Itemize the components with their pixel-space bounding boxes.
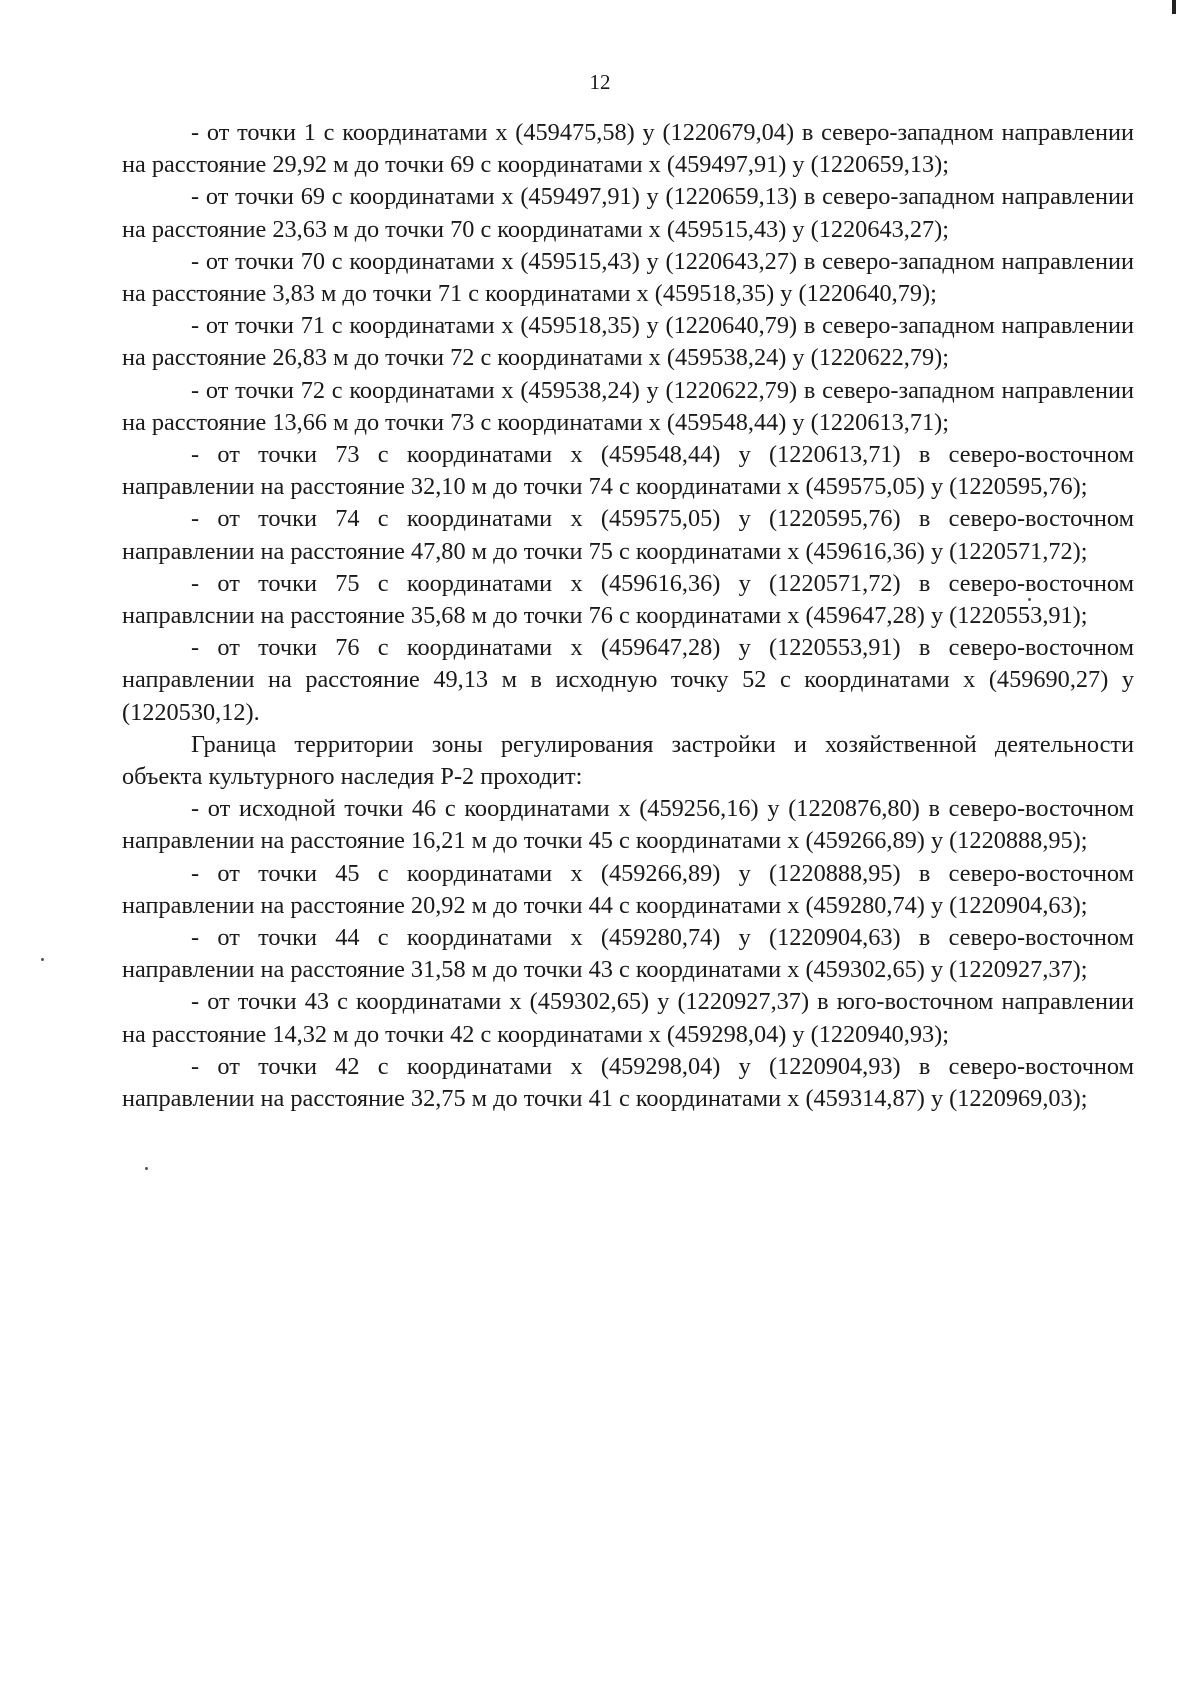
boundary-segment-paragraph: - от точки 1 с координатами х (459475,58) у (1220679,04) в северо-западном направлении на расстояние 29,92 м до точки 69 с координатами х (459497,91) у (1220659,13); <box>122 119 1134 179</box>
boundary-segment-paragraph: - от точки 43 с координатами х (459302,65) у (1220927,37) в юго-восточном направлении на расстояние 14,32 м до точки 42 с координатами х (459298,04) у (1220940,93); <box>122 988 1134 1048</box>
zone-boundary-heading-paragraph: Граница территории зоны регулирования застройки и хозяйственной деятельности объекта культурного наследия Р-2 проходит: <box>122 730 1134 791</box>
boundary-segment-paragraph: - от точки 72 с координатами х (459538,24) у (1220622,79) в северо-западном направлении на расстояние 13,66 м до точки 73 с координатами х (459548,44) у (1220613,71); <box>122 376 1134 436</box>
boundary-segment-paragraph: - от точки 45 с координатами х (459266,89) у (1220888,95) в северо-восточном направлении на расстояние 20,92 м до точки 44 с координатами х (459280,74) у (1220904,63); <box>122 859 1134 919</box>
boundary-segment-paragraph: - от точки 74 с координатами х (459575,05) у (1220595,76) в северо-восточном направлении на расстояние 47,80 м до точки 75 с координатами х (459616,36) у (1220571,72); <box>122 505 1134 565</box>
scan-artifact-mark <box>1172 0 1176 14</box>
boundary-segment-paragraph: - от исходной точки 46 с координатами х (459256,16) у (1220876,80) в северо-восточном направлении на расстояние 16,21 м до точки 45 с координатами х (459266,89) у (1220888,95); <box>122 795 1134 855</box>
boundary-segment-paragraph: - от точки 42 с координатами х (459298,04) у (1220904,93) в северо-восточном направлении на расстояние 32,75 м до точки 41 с координатами х (459314,87) у (1220969,03); <box>122 1052 1134 1113</box>
boundary-segment-paragraph: - от точки 44 с координатами х (459280,74) у (1220904,63) в северо-восточном направлении на расстояние 31,58 м до точки 43 с координатами х (459302,65) у (1220927,37); <box>122 924 1134 984</box>
boundary-segment-paragraph: - от точки 70 с координатами х (459515,43) у (1220643,27) в северо-западном направлении на расстояние 3,83 м до точки 71 с координатами х (459518,35) у (1220640,79); <box>122 247 1134 308</box>
boundary-segment-paragraph: - от точки 69 с координатами х (459497,91) у (1220659,13) в северо-западном направлении на расстояние 23,63 м до точки 70 с координатами х (459515,43) у (1220643,27); <box>122 183 1134 243</box>
scan-speck <box>41 958 44 961</box>
boundary-segment-paragraph: - от точки 75 с координатами х (459616,36) у (1220571,72) в северо-восточном направлснии на расстояние 35,68 м до точки 76 с координатами х (459647,28) у (1220553,91); <box>122 569 1134 630</box>
boundary-segment-paragraph: - от точки 76 с координатами х (459647,28) у (1220553,91) в северо-восточном направлении на расстояние 49,13 м в исходную точку 52 с координатами х (459690,27) у (1220530,12). <box>122 634 1134 726</box>
scan-speck <box>145 1167 148 1170</box>
boundary-segment-paragraph: - от точки 73 с координатами х (459548,44) у (1220613,71) в северо-восточном направлении на расстояние 32,10 м до точки 74 с координатами х (459575,05) у (1220595,76); <box>122 441 1134 501</box>
boundary-segment-paragraph: - от точки 71 с координатами х (459518,35) у (1220640,79) в северо-западном направлении на расстояние 26,83 м до точки 72 с координатами х (459538,24) у (1220622,79); <box>122 312 1134 372</box>
document-body <box>122 117 1134 1115</box>
page-number: 12 <box>589 70 611 94</box>
